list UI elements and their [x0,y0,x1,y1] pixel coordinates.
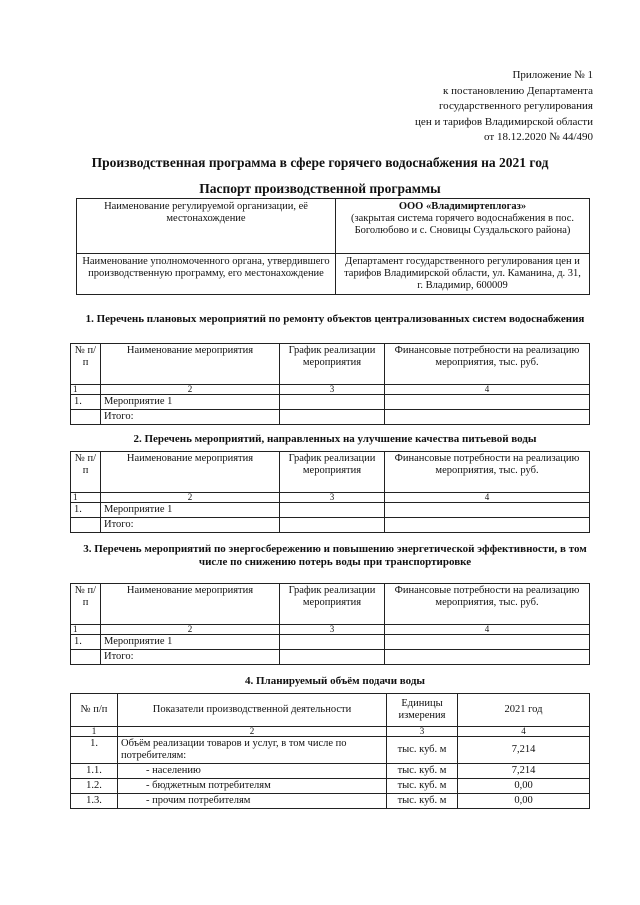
passport-label: Наименование регулируемой организации, её местонахождение [77,199,336,254]
table-row [71,344,590,385]
appendix-line: от 18.12.2020 № 44/490 [484,131,593,143]
row-name: Мероприятие 1 [101,395,280,410]
appendix-block [415,68,593,146]
section-3-title: 3. Перечень мероприятий по энергосбережению и повышению энергетической эффективности, в том числе по снижению потерь воды при транспортировке [83,543,587,568]
table-row [71,584,590,625]
org-details: (закрытая система горячего водоснабжения в пос. Боголюбово и с. Сновицы Суздальского района) [350,213,574,236]
col-number: 3 [387,727,458,737]
header-num: № п/п [71,694,118,727]
volume-table [70,693,590,809]
table-row [71,794,590,809]
events-table-3 [70,583,590,665]
col-number: 4 [385,625,590,635]
header-finance: Финансовые потребности на реализацию мероприятия, тыс. руб. [385,584,590,625]
cell [385,518,590,533]
document-title: Производственная программа в сфере горячего водоснабжения на 2021 год [91,155,549,170]
row-name: Мероприятие 1 [101,635,280,650]
header-schedule: График реализации мероприятия [280,452,385,493]
cell [385,650,590,665]
row-num: 1. [71,635,101,650]
cell [385,410,590,425]
col-number: 2 [101,493,280,503]
table-row [71,518,590,533]
appendix-line: цен и тарифов Владимирской области [415,115,593,128]
cell [280,650,385,665]
cell [71,410,101,425]
cell [385,635,590,650]
header-indicator: Показатели производственной деятельности [118,694,387,727]
appendix-line: к постановлению Департамента [442,84,593,97]
table-row [71,395,590,410]
row-num: 1. [71,395,101,410]
row-value: 7,214 [458,764,590,779]
section-2-title: 2. Перечень мероприятий, направленных на улучшение качества питьевой воды [133,433,537,445]
section-1-title: 1. Перечень плановых мероприятий по ремонту объектов централизованных систем водоснабжения [85,313,585,325]
row-value: 7,214 [458,737,590,764]
row-value: 0,00 [458,794,590,809]
table-row [71,764,590,779]
cell [280,635,385,650]
table-row [71,694,590,727]
table-row [71,385,590,395]
col-number: 3 [280,385,385,395]
col-number: 2 [101,385,280,395]
cell [280,395,385,410]
cell [280,518,385,533]
table-row [71,410,590,425]
appendix-line: государственного регулирования [438,100,593,112]
header-num: № п/п [71,584,101,625]
events-table-1 [70,343,590,425]
header-year: 2021 год [458,694,590,727]
passport-value [336,199,590,254]
header-name: Наименование мероприятия [101,452,280,493]
row-num: 1. [71,737,118,764]
table-row [71,635,590,650]
table-row [71,737,590,764]
row-label: - населению [118,764,387,779]
document-subtitle: Паспорт производственной программы [199,181,441,196]
col-number: 1 [71,493,101,503]
table-row [71,452,590,493]
header-schedule: График реализации мероприятия [280,344,385,385]
col-number: 1 [71,727,118,737]
table-row [71,625,590,635]
row-unit: тыс. куб. м [387,779,458,794]
table-row [71,493,590,503]
cell [385,503,590,518]
row-label: Объём реализации товаров и услуг, в том числе по потребителям: [118,737,387,764]
cell [385,395,590,410]
cell [280,503,385,518]
table-row [71,779,590,794]
table-row [71,503,590,518]
row-name: Мероприятие 1 [101,503,280,518]
row-num: 1. [71,503,101,518]
col-number: 4 [458,727,590,737]
header-name: Наименование мероприятия [101,584,280,625]
table-row [77,199,590,254]
col-number: 4 [385,385,590,395]
cell [71,518,101,533]
passport-table [76,198,590,295]
table-row [77,254,590,295]
table-row [71,727,590,737]
table-row [71,650,590,665]
row-label: - прочим потребителям [118,794,387,809]
col-number: 2 [118,727,387,737]
col-number: 3 [280,493,385,503]
col-number: 1 [71,625,101,635]
header-name: Наименование мероприятия [101,344,280,385]
row-num: 1.1. [71,764,118,779]
row-value: 0,00 [458,779,590,794]
row-label: - бюджетным потребителям [118,779,387,794]
passport-label: Наименование уполномоченного органа, утвердившего производственную программу, его местонахождение [77,254,336,295]
row-unit: тыс. куб. м [387,737,458,764]
row-num: 1.2. [71,779,118,794]
header-finance: Финансовые потребности на реализацию мероприятия, тыс. руб. [385,452,590,493]
header-unit: Единицы измерения [387,694,458,727]
cell [71,650,101,665]
col-number: 2 [101,625,280,635]
header-schedule: График реализации мероприятия [280,584,385,625]
header-num: № п/п [71,344,101,385]
col-number: 1 [71,385,101,395]
row-total: Итого: [101,410,280,425]
org-name: ООО «Владимиртеплогаз» [398,201,527,212]
header-finance: Финансовые потребности на реализацию мероприятия, тыс. руб. [385,344,590,385]
row-unit: тыс. куб. м [387,794,458,809]
row-total: Итого: [101,650,280,665]
col-number: 3 [280,625,385,635]
section-4-title: 4. Планируемый объём подачи воды [245,675,425,687]
passport-value: Департамент государственного регулирования цен и тарифов Владимирской области, ул. Каманина, д. 31, г. Владимир, 600009 [336,254,590,295]
events-table-2 [70,451,590,533]
row-num: 1.3. [71,794,118,809]
row-unit: тыс. куб. м [387,764,458,779]
appendix-line: Приложение № 1 [512,69,593,81]
row-total: Итого: [101,518,280,533]
col-number: 4 [385,493,590,503]
cell [280,410,385,425]
header-num: № п/п [71,452,101,493]
